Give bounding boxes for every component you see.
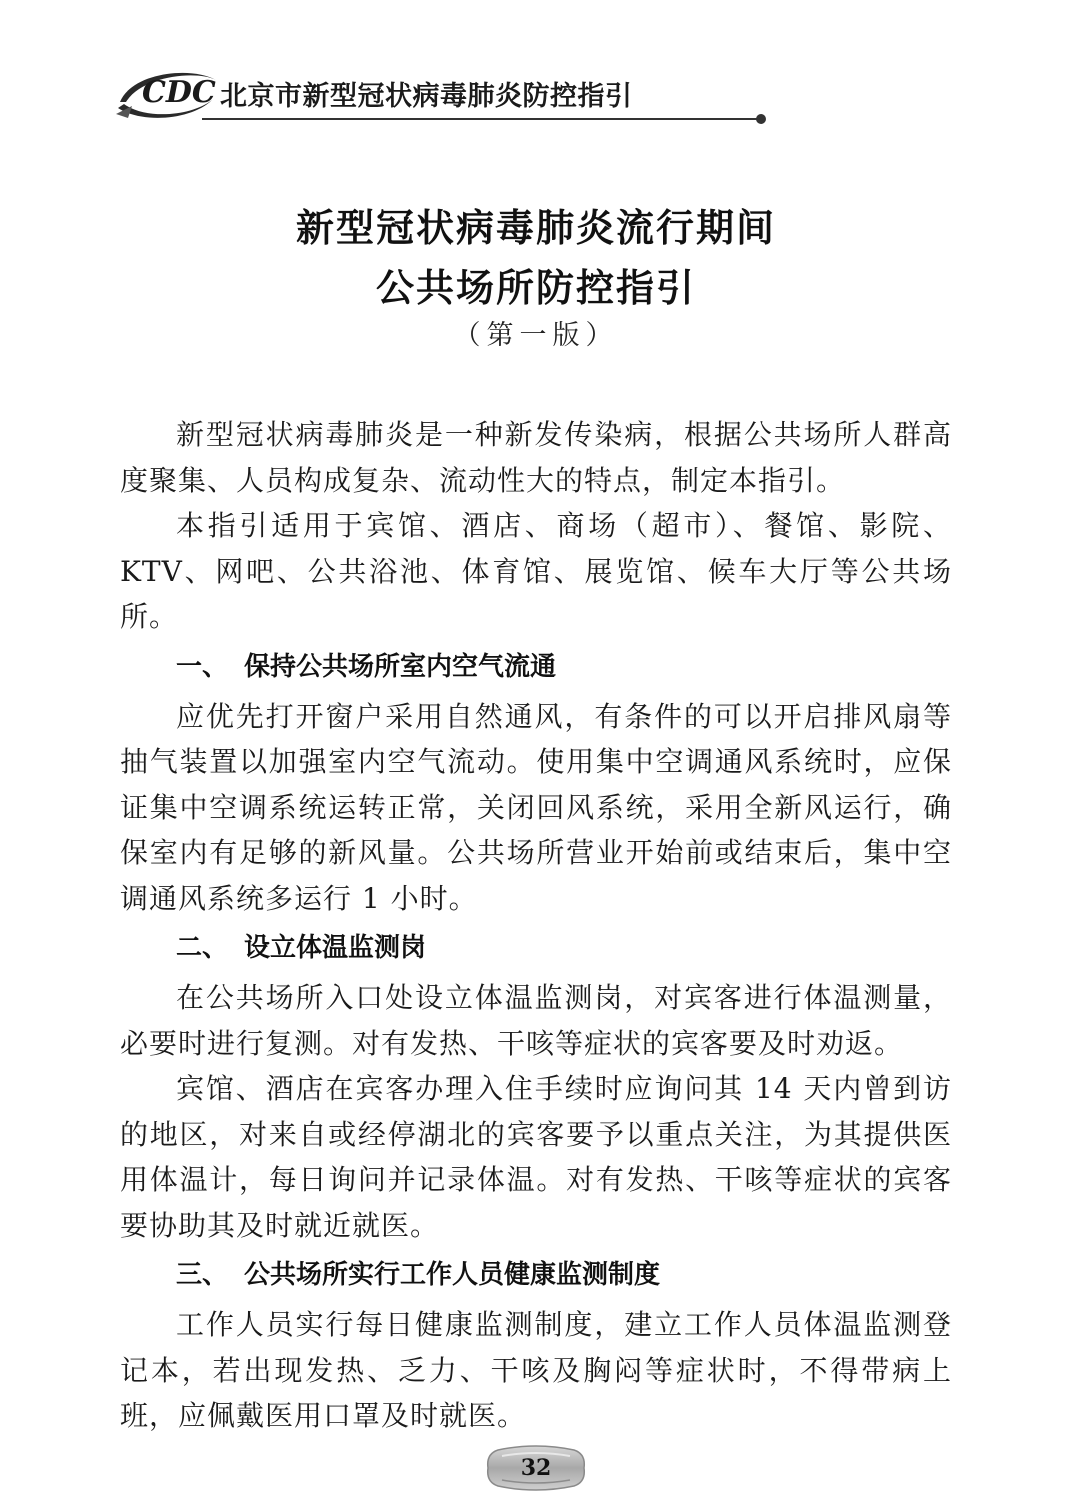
section-title: 公共场所实行工作人员健康监测制度 [244,1260,661,1290]
section-number: 三、 [176,1260,229,1290]
section-paragraph: 在公共场所入口处设立体温监测岗，对宾客进行体温测量，必要时进行复测。对有发热、干咳等症状的宾客要及时劝返。 [120,981,952,1060]
header-rule [202,118,762,120]
document-title-line1: 新型冠状病毒肺炎流行期间 [295,205,776,250]
edition-label: （第一版） [453,320,619,351]
header-rule-dot [756,114,766,124]
header-title: 北京市新型冠状病毒肺炎防控指引 [220,81,633,112]
logo-text: CDC [142,75,216,110]
section-heading [120,925,952,971]
section-paragraph: 应优先打开窗户采用自然通风，有条件的可以开启排风扇等抽气装置以加强室内空气流动。使用集中空调通风系统时，应保证集中空调系统运转正常，关闭回风系统，采用全新风运行，确保室内有足够的新风量。公共场所营业开始前或结束后，集中空调通风系统多运行 1 小时。 [120,699,952,915]
running-header [112,62,672,132]
document-body [120,412,952,1439]
scope-paragraph: 本指引适用于宾馆、酒店、商场（超市）、餐馆、影院、KTV、网吧、公共浴池、体育馆、展览馆、候车大厅等公共场所。 [120,509,952,633]
section-number: 二、 [176,933,229,963]
intro-paragraph: 新型冠状病毒肺炎是一种新发传染病，根据公共场所人群高度聚集、人员构成复杂、流动性大的特点，制定本指引。 [120,418,952,497]
page-number: 32 [520,1455,552,1481]
section-heading [120,1252,952,1298]
section-title: 设立体温监测岗 [244,933,427,963]
section-title: 保持公共场所室内空气流通 [244,651,557,682]
cdc-logo-icon [112,62,224,124]
section-number: 一、 [176,651,229,682]
section-paragraph: 宾馆、酒店在宾客办理入住手续时应询问其 14 天内曾到访的地区，对来自或经停湖北的宾客要予以重点关注，为其提供医用体温计，每日询问并记录体温。对有发热、干咳等症状的宾客要协助其及时就近就医。 [120,1072,952,1242]
section-paragraph: 工作人员实行每日健康监测制度，建立工作人员体温监测登记本，若出现发热、乏力、干咳及胸闷等症状时，不得带病上班，应佩戴医用口罩及时就医。 [120,1308,952,1432]
section-heading [120,644,952,690]
document-title-line2: 公共场所防控指引 [375,265,696,310]
